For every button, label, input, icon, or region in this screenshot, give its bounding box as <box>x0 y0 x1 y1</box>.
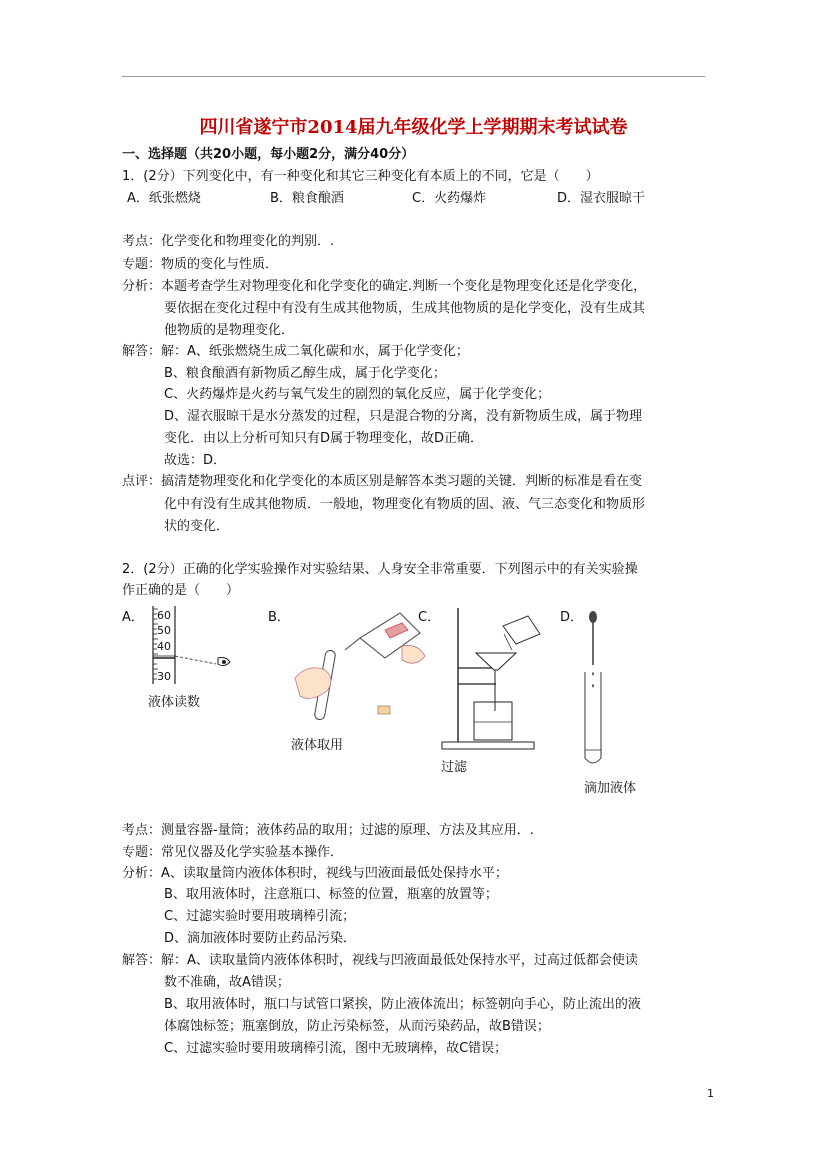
q1-dianping-1: 点评：搞清楚物理变化和化学变化的本质区别是解答本类习题的关键．判断的标准是看在变 <box>122 474 643 489</box>
q2-fenxi-1: 分析：A、读取量筒内液体体积时，视线与凹液面最低处保持水平； <box>122 866 508 881</box>
figure-d-letter: D． <box>560 610 584 625</box>
q1-answer: 故选：D． <box>164 453 227 468</box>
header-rule <box>122 76 705 77</box>
q2-jieda-1: 解答：解：A、读取量筒内液体体积时，视线与凹液面最低处保持水平，过高过低都会使读 <box>122 953 638 968</box>
q2-fenxi-3: C、过滤实验时要用玻璃棒引流； <box>164 909 356 924</box>
tick-60: 60 <box>157 609 171 622</box>
q2-jieda-4: 体腐蚀标签；瓶塞倒放，防止污染标签，从而污染药品，故B错误； <box>164 1019 550 1034</box>
q2-kaodian: 考点：测量容器-量筒；液体药品的取用；过滤的原理、方法及其应用．. <box>122 823 534 838</box>
page-number: 1 <box>707 1087 714 1100</box>
q2-jieda-3: B、取用液体时，瓶口与试管口紧挨，防止液体流出；标签朝向手心，防止流出的液 <box>164 997 641 1012</box>
q1-jieda-5: 变化．由以上分析可知只有D属于物理变化，故D正确． <box>164 431 484 446</box>
q2-jieda-2: 数不准确，故A错误； <box>164 975 290 990</box>
figure-b-caption: 液体取用 <box>291 738 344 753</box>
q1-jieda-2: B、粮食酿酒有新物质乙醇生成，属于化学变化； <box>164 366 446 381</box>
q2-jieda-5: C、过滤实验时要用玻璃棒引流，图中无玻璃棒，故C错误； <box>164 1041 508 1056</box>
q1-dianping-2: 化中有没有生成其他物质．一般地，物理变化有物质的固、液、气三态变化和物质形 <box>164 497 646 512</box>
q1-fenxi-2: 要依据在变化过程中有没有生成其他物质，生成其他物质的是化学变化，没有生成其 <box>164 301 646 316</box>
question-2-stem-2: 作正确的是（ ） <box>122 583 240 598</box>
q2-fenxi-2: B、取用液体时，注意瓶口、标签的位置，瓶塞的放置等； <box>164 887 498 902</box>
figure-c-filtration-setup <box>440 606 550 751</box>
q1-dianping-3: 状的变化． <box>164 519 230 534</box>
q1-fenxi-3: 他物质的是物理变化． <box>164 323 295 338</box>
q1-kaodian: 考点：化学变化和物理变化的判别．. <box>122 234 335 249</box>
figure-b-letter: B． <box>268 610 290 625</box>
figure-b-liquid-pouring <box>290 608 430 728</box>
tick-40: 40 <box>157 640 171 653</box>
q1-jieda-3: C、火药爆炸是火药与氧气发生的剧烈的氧化反应，属于化学变化； <box>164 387 551 402</box>
tick-50: 50 <box>157 624 171 637</box>
question-2-stem-1: 2．(2分）正确的化学实验操作对实验结果、人身安全非常重要．下列图示中的有关实验操 <box>122 562 638 577</box>
section-heading: 一、选择题（共20小题，每小题2分，满分40分） <box>122 147 415 162</box>
q1-option-a: A．纸张燃烧 <box>127 191 201 206</box>
figure-d-caption: 滴加液体 <box>584 781 637 796</box>
document-title: 四川省遂宁市2014届九年级化学上学期期末考试试卷 <box>199 117 628 138</box>
question-1-stem: 1．(2分）下列变化中，有一种变化和其它三种变化有本质上的不同，它是（ ） <box>122 169 599 184</box>
q1-fenxi-1: 分析：本题考查学生对物理变化和化学变化的确定.判断一个变化是物理变化还是化学变化， <box>122 279 647 294</box>
q1-option-c: C．火药爆炸 <box>412 191 487 206</box>
q1-jieda-4: D、湿衣服晾干是水分蒸发的过程，只是混合物的分离，没有新物质生成，属于物理 <box>164 409 643 424</box>
figure-d-dropper-and-tube <box>580 610 610 770</box>
figure-c-letter: C． <box>418 610 441 625</box>
tick-30: 30 <box>157 670 171 683</box>
figure-a-caption: 液体读数 <box>148 695 201 710</box>
q1-jieda-1: 解答：解：A、纸张燃烧生成二氧化碳和水，属于化学变化； <box>122 344 469 359</box>
q2-zhuanti: 专题：常见仪器及化学实验基本操作． <box>122 845 344 860</box>
figure-a-letter: A． <box>122 610 144 625</box>
figure-c-caption: 过滤 <box>441 760 468 775</box>
q2-fenxi-4: D、滴加液体时要防止药品污染． <box>164 931 357 946</box>
q1-zhuanti: 专题：物质的变化与性质． <box>122 257 279 272</box>
q1-option-b: B．粮食酿酒 <box>270 191 344 206</box>
q1-option-d: D．湿衣服晾干 <box>557 191 646 206</box>
